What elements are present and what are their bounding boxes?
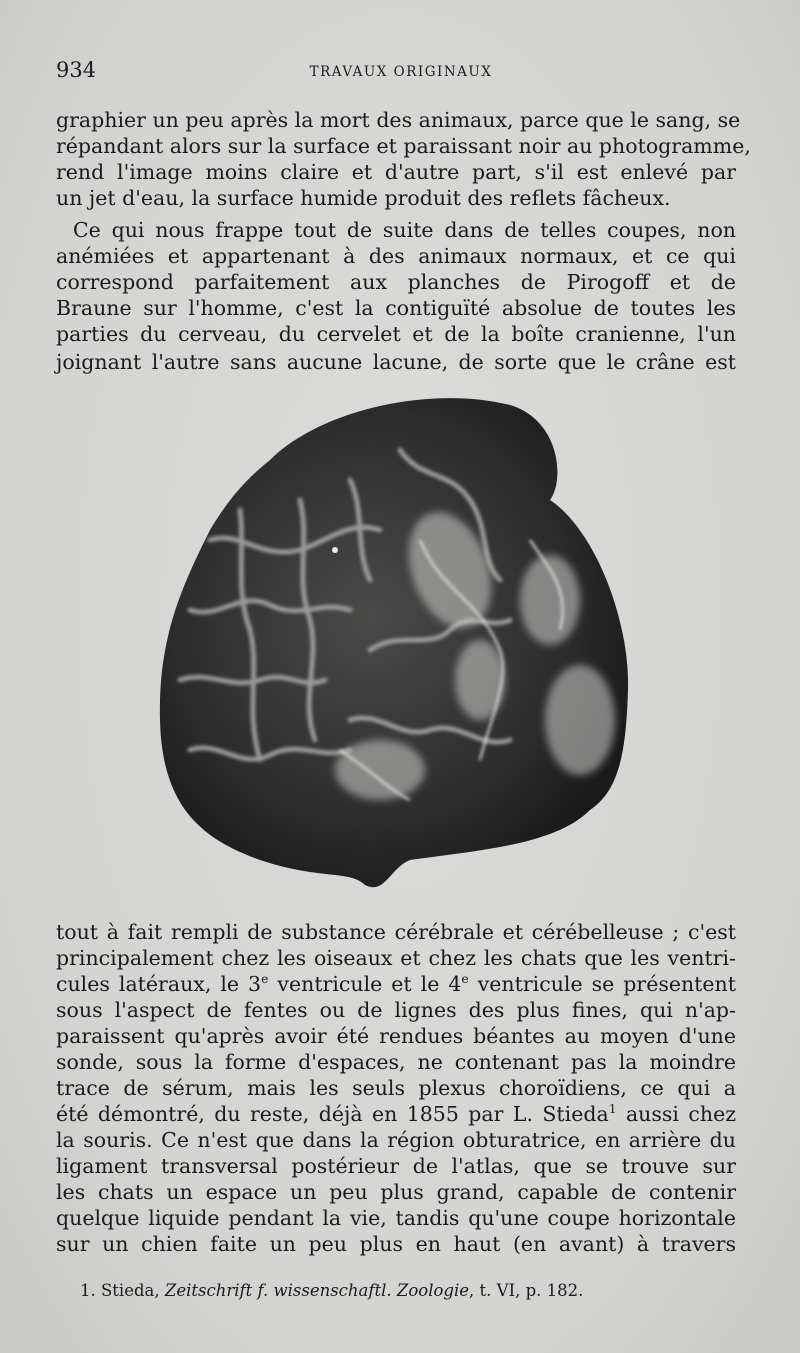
text-line: principalement chez les oiseaux et chez les chats que les ventri- (56, 946, 736, 970)
text-line: graphier un peu après la mort des animaux, parce que le sang, se (56, 108, 741, 132)
text-segment: cules latéraux, le 3 (56, 972, 262, 996)
text-line: parties du cerveau, du cervelet et de la boîte cranienne, l'un (56, 322, 736, 346)
footnote-suffix: , t. VI, p. 182. (469, 1281, 584, 1300)
text-line: un jet d'eau, la surface humide produit des reflets fâcheux. (56, 186, 671, 210)
running-title: TRAVAUX ORIGINAUX (309, 64, 493, 80)
text-line: trace de sérum, mais les seuls plexus choroïdiens, ce qui a (56, 1076, 736, 1100)
text-line: joignant l'autre sans aucune lacune, de sorte que le crâne est (56, 350, 736, 374)
text-line: Ce qui nous frappe tout de suite dans de telles coupes, non (73, 218, 736, 242)
text-line: ligament transversal postérieur de l'atlas, que se trouve sur (56, 1154, 736, 1178)
text-line: la souris. Ce n'est que dans la région obturatrice, en arrière du (56, 1128, 736, 1152)
text-line: quelque liquide pendant la vie, tandis qu'une coupe horizontale (56, 1206, 736, 1230)
text-segment: ventricule et le 4 (268, 972, 462, 996)
text-segment: aussi chez (616, 1102, 737, 1126)
superscript: e (261, 972, 269, 987)
text-line: Braune sur l'homme, c'est la contiguïté absolue de toutes les (56, 296, 736, 320)
text-line: sonde, sous la forme d'espaces, ne contenant pas la moindre (56, 1050, 736, 1074)
text-line (56, 972, 736, 996)
text-line: les chats un espace un peu plus grand, capable de contenir (56, 1180, 736, 1204)
running-head (56, 58, 746, 88)
text-line: anémiées et appartenant à des animaux normaux, et ce qui (56, 244, 736, 268)
text-line: rend l'image moins claire et d'autre part, s'il est enlevé par (56, 160, 736, 184)
text-segment: ventricule se présentent (468, 972, 736, 996)
text-line: sur un chien faite un peu plus en haut (en avant) à travers (56, 1232, 736, 1256)
footnote-work: Zeitschrift f. wissenschaftl. Zoologie (164, 1281, 470, 1300)
text-line: tout à fait rempli de substance cérébrale et cérébelleuse ; c'est (56, 920, 736, 944)
text-line: correspond parfaitement aux planches de Pirogoff et de (56, 270, 736, 294)
text-line (56, 1102, 736, 1126)
footnote (80, 1281, 583, 1300)
text-line: sous l'aspect de fentes ou de lignes des plus fines, qui n'ap- (56, 998, 736, 1022)
text-line: répandant alors sur la surface et paraissant noir au photogramme, (56, 134, 751, 158)
superscript: e (461, 972, 469, 987)
page-number: 934 (56, 58, 97, 82)
text-segment: été démontré, du reste, déjà en 1855 par L. Stieda (56, 1102, 609, 1126)
brain-section-photograph (150, 390, 640, 902)
footnote-prefix: 1. Stieda, (80, 1281, 165, 1300)
footnote-marker: 1 (608, 1102, 617, 1117)
text-line: paraissent qu'après avoir été rendues béantes au moyen d'une (56, 1024, 736, 1048)
